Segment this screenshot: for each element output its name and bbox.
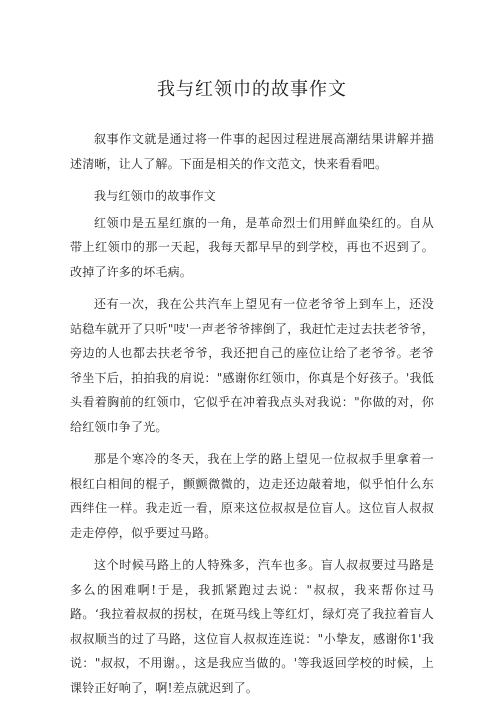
body-paragraph: 还有一次，我在公共汽车上望见有一位老爷爷上到车上，还没站稳车就开了只听"吱'一声老爷爷摔倒了，我赶忙走过去扶老爷爷，旁边的人也都去扶老爷爷，我还把自己的座位让给了老爷爷。老爷爷坐下后，拍拍我的肩说："感谢你红领巾，你真是个好孩子。'我低头看着胸前的红领巾，它似乎在冲着我点头对我说："你做的对，你给红领巾争了光。 — [70, 297, 434, 434]
document-body — [70, 127, 434, 700]
essay-subtitle: 我与红领巾的故事作文 — [94, 189, 217, 203]
body-paragraph: 红领巾是五星红旗的一角，是革命烈士们用鲜血染红的。自从带上红领巾的那一天起，我每天都早早的到学校，再也不迟到了。改掉了许多的坏毛病。 — [70, 215, 434, 279]
intro-paragraph: 叙事作文就是通过将一件事的起因过程进展高潮结果讲解并描述清晰，让人了解。下面是相关的作文范文，快来看看吧。 — [70, 132, 434, 171]
body-paragraph: 这个时候马路上的人特殊多，汽车也多。盲人叔叔要过马路是多么的困难啊!于是，我抓紧跑过去说："叔叔，我来帮你过马路。‘我拉着叔叔的拐杖，在斑马线上等红灯，绿灯亮了我拉着盲人叔叔顺当的过了马路，这位盲人叔叔连连说："小挚友，感谢你1'我说："叔叔，不用谢。，这是我应当做的。'等我返回学校的时候，上课铃正好响了，啊!差点就迟到了。 — [70, 558, 434, 695]
document-title: 我与红领巾的故事作文 — [157, 79, 347, 100]
body-paragraph: 那是个寒冷的冬天，我在上学的路上望见一位叔叔手里拿着一根红白相间的棍子，颤颤微微的，边走还边敲着地，似乎怕什么东西绊住一样。我走近一看，原来这位叔叔是位盲人。这位盲人叔叔走走停停，似乎要过马路。 — [70, 452, 434, 540]
